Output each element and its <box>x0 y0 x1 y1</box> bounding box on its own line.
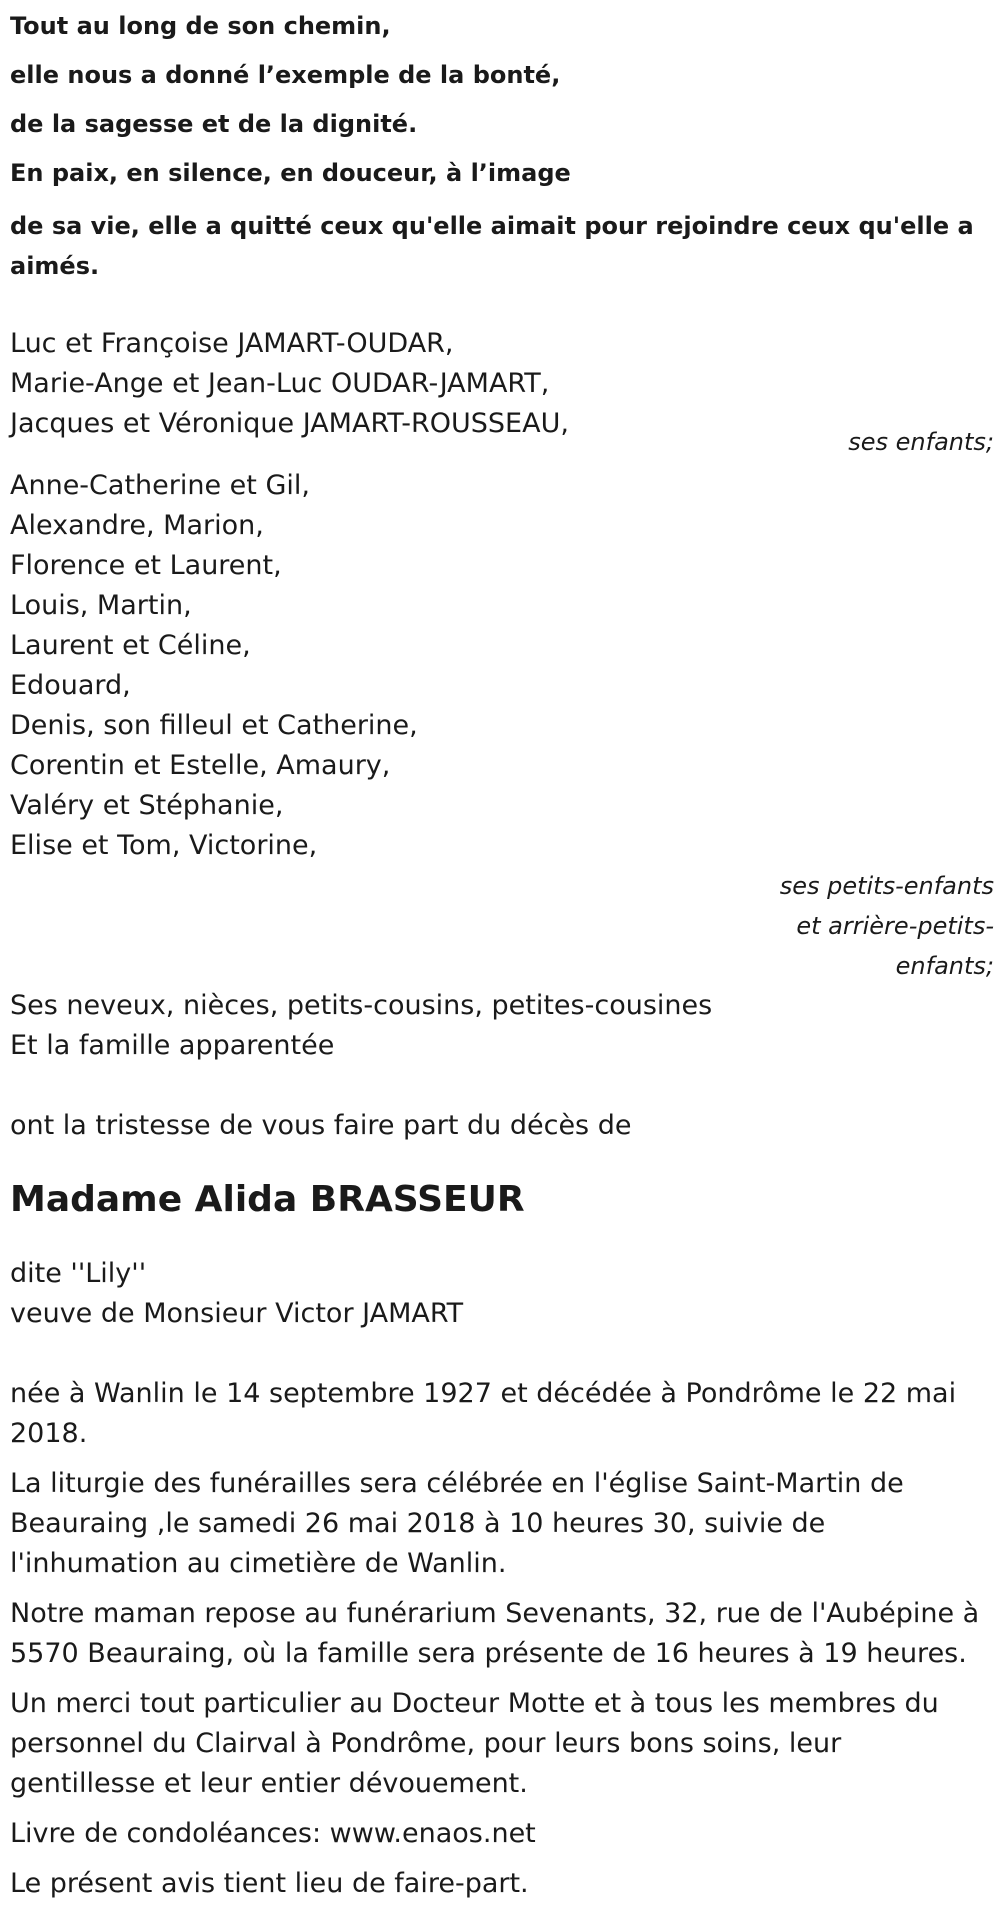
relatives-line: Ses neveux, nièces, petits-cousins, petites-cousines <box>10 990 713 1021</box>
grandchild-name: Anne-Catherine et Gil, <box>10 470 310 501</box>
children-group <box>10 324 994 458</box>
grandchildren-group <box>10 466 994 986</box>
widow-of: veuve de Monsieur Victor JAMART <box>10 1298 464 1329</box>
funeral-paragraph: La liturgie des funérailles sera célébrée en l'église Saint-Martin de Beauraing ,le samedi 26 mai 2018 à 10 heures 30, suivie de l'inhumation au cimetière de Wanlin. <box>10 1468 904 1579</box>
grandchild-name: Valéry et Stéphanie, <box>10 790 284 821</box>
grandchild-name: Corentin et Estelle, Amaury, <box>10 750 391 781</box>
grandchildren-role <box>10 866 994 986</box>
epigraph <box>10 0 994 286</box>
child-name: Jacques et Véronique JAMART-ROUSSEAU, <box>10 408 569 439</box>
epigraph-line: elle nous a donné l’exemple de la bonté, <box>10 61 561 89</box>
identity-group <box>10 1254 994 1334</box>
grandchild-name: Alexandre, Marion, <box>10 510 264 541</box>
deceased-name: Madame Alida BRASSEUR <box>10 1179 525 1220</box>
relatives-group <box>10 986 994 1066</box>
child-name: Marie-Ange et Jean-Luc OUDAR-JAMART, <box>10 368 550 399</box>
details <box>10 1374 990 1904</box>
grandchild-name: Edouard, <box>10 670 131 701</box>
grandchildren-role-line: ses petits-enfants <box>779 872 994 900</box>
grandchild-name: Louis, Martin, <box>10 590 192 621</box>
grandchild-name: Florence et Laurent, <box>10 550 282 581</box>
grandchildren-role-line: enfants; <box>895 952 994 980</box>
child-name: Luc et Françoise JAMART-OUDAR, <box>10 328 454 359</box>
children-role: ses enfants; <box>848 428 994 456</box>
grandchildren-role-line: et arrière-petits- <box>796 912 994 940</box>
grandchild-name: Laurent et Céline, <box>10 630 251 661</box>
announcement: ont la tristesse de vous faire part du décès de <box>10 1110 632 1141</box>
epigraph-line: Tout au long de son chemin, <box>10 12 391 40</box>
relatives-line: Et la famille apparentée <box>10 1030 335 1061</box>
condolences-paragraph: Livre de condoléances: www.enaos.net <box>10 1818 536 1849</box>
grandchild-name: Elise et Tom, Victorine, <box>10 830 318 861</box>
epigraph-line: de la sagesse et de la dignité. <box>10 110 418 138</box>
obituary-page <box>10 0 994 1914</box>
thanks-paragraph: Un merci tout particulier au Docteur Motte et à tous les membres du personnel du Clairval à Pondrôme, pour leurs bons soins, leur gentillesse et leur entier dévouement. <box>10 1688 939 1799</box>
epigraph-line: de sa vie, elle a quitté ceux qu'elle aimait pour rejoindre ceux qu'elle a aimés. <box>10 212 974 280</box>
epigraph-line: En paix, en silence, en douceur, à l’image <box>10 159 571 187</box>
birth-death-paragraph: née à Wanlin le 14 septembre 1927 et décédée à Pondrôme le 22 mai 2018. <box>10 1378 957 1449</box>
funerarium-paragraph: Notre maman repose au funérarium Sevenants, 32, rue de l'Aubépine à 5570 Beauraing, où la famille sera présente de 16 heures à 19 heures. <box>10 1598 980 1669</box>
nickname: dite ''Lily'' <box>10 1258 147 1289</box>
notice-paragraph: Le présent avis tient lieu de faire-part. <box>10 1868 529 1899</box>
grandchild-name: Denis, son filleul et Catherine, <box>10 710 418 741</box>
